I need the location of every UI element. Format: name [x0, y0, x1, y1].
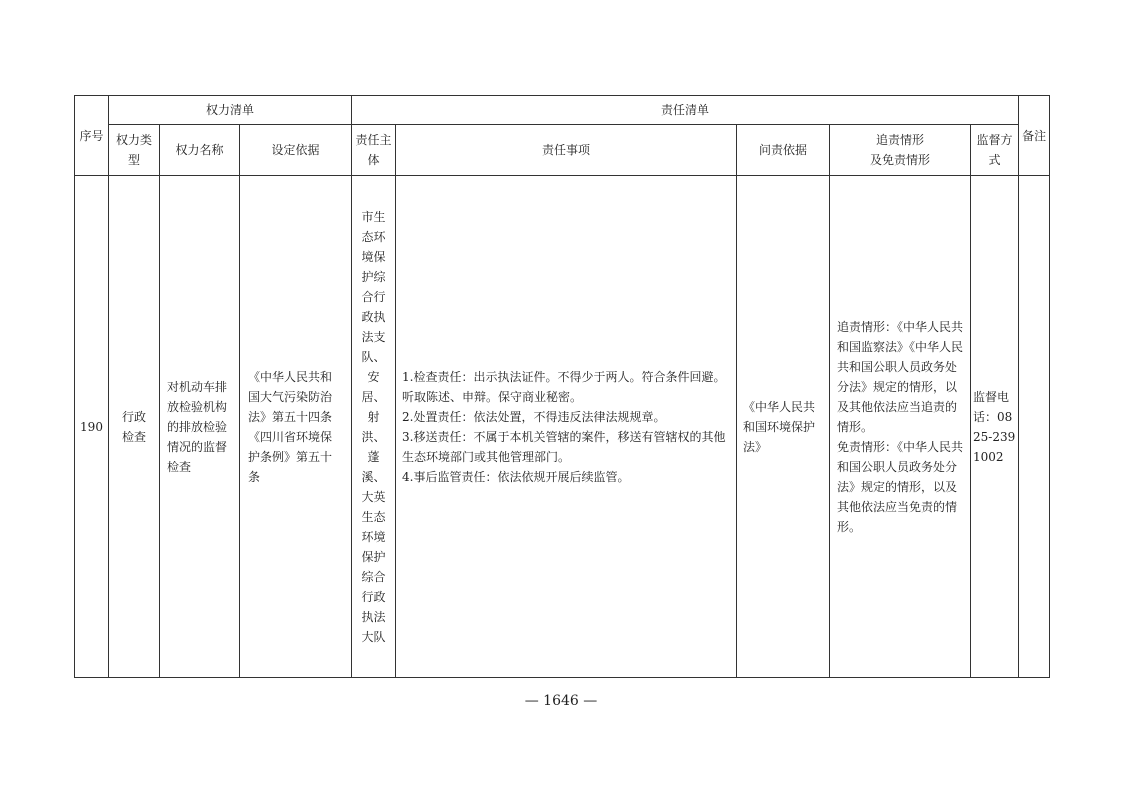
header-supervision: 监督方式 [971, 125, 1019, 176]
table-row [75, 176, 1050, 678]
power-responsibility-table [74, 95, 1050, 678]
header-pursue-exempt [830, 125, 971, 176]
cell-pursue-exempt [830, 176, 971, 678]
cell-power-name: 对机动车排放检验机构的排放检验情况的监督检查 [160, 176, 240, 678]
header-responsibility-list: 责任清单 [352, 96, 1019, 125]
cell-responsible-subject: 市生态环境保护综合行政执法支队、安居、射洪、蓬溪、大英生态环境保护综合行政执法大队 [352, 176, 396, 678]
item-1: 1.检查责任：出示执法证件。不得少于两人。符合条件回避。听取陈述、申辩。保守商业秘密。 [402, 369, 726, 404]
header-responsible-subject: 责任主体 [352, 125, 396, 176]
item-2: 2.处置责任：依法处置，不得违反法律法规规章。 [402, 409, 666, 424]
header-pursue-line: 追责情形 [876, 133, 925, 147]
cell-remarks [1019, 176, 1050, 678]
page-number: — 1646 — [524, 693, 598, 709]
cell-responsibility-items [396, 176, 737, 678]
item-4: 4.事后监管责任：依法依规开展后续监管。 [402, 469, 630, 484]
header-exempt-line: 及免责情形 [870, 153, 931, 167]
header-power-name: 权力名称 [160, 125, 240, 176]
item-3: 3.移送责任：不属于本机关管辖的案件，移送有管辖权的其他生态环境部门或其他管理部门。 [402, 429, 726, 464]
header-seq: 序号 [75, 96, 109, 176]
exempt-text: 免责情形：《中华人民共和国公职人员政务处分法》规定的情形，以及其他依法应当免责的情形。 [837, 439, 964, 534]
header-responsibility-items: 责任事项 [396, 125, 737, 176]
header-power-list: 权力清单 [109, 96, 352, 125]
header-accountability-basis: 问责依据 [737, 125, 830, 176]
cell-seq: 190 [75, 176, 109, 678]
cell-basis [240, 176, 352, 678]
basis-line-2: 《四川省环境保护条例》第五十条 [248, 429, 333, 484]
header-remarks: 备注 [1019, 96, 1050, 176]
cell-supervision: 监督电话：0825-2391002 [971, 176, 1019, 678]
basis-line-1: 《中华人民共和国大气污染防治法》第五十四条 [248, 369, 333, 424]
pursue-text: 追责情形：《中华人民共和国监察法》《中华人民共和国公职人员政务处分法》规定的情形，以及其他依法应当追责的情形。 [837, 319, 964, 434]
header-basis: 设定依据 [240, 125, 352, 176]
cell-accountability-basis: 《中华人民共和国环境保护法》 [737, 176, 830, 678]
header-power-type: 权力类型 [109, 125, 160, 176]
cell-power-type: 行政检查 [109, 176, 160, 678]
